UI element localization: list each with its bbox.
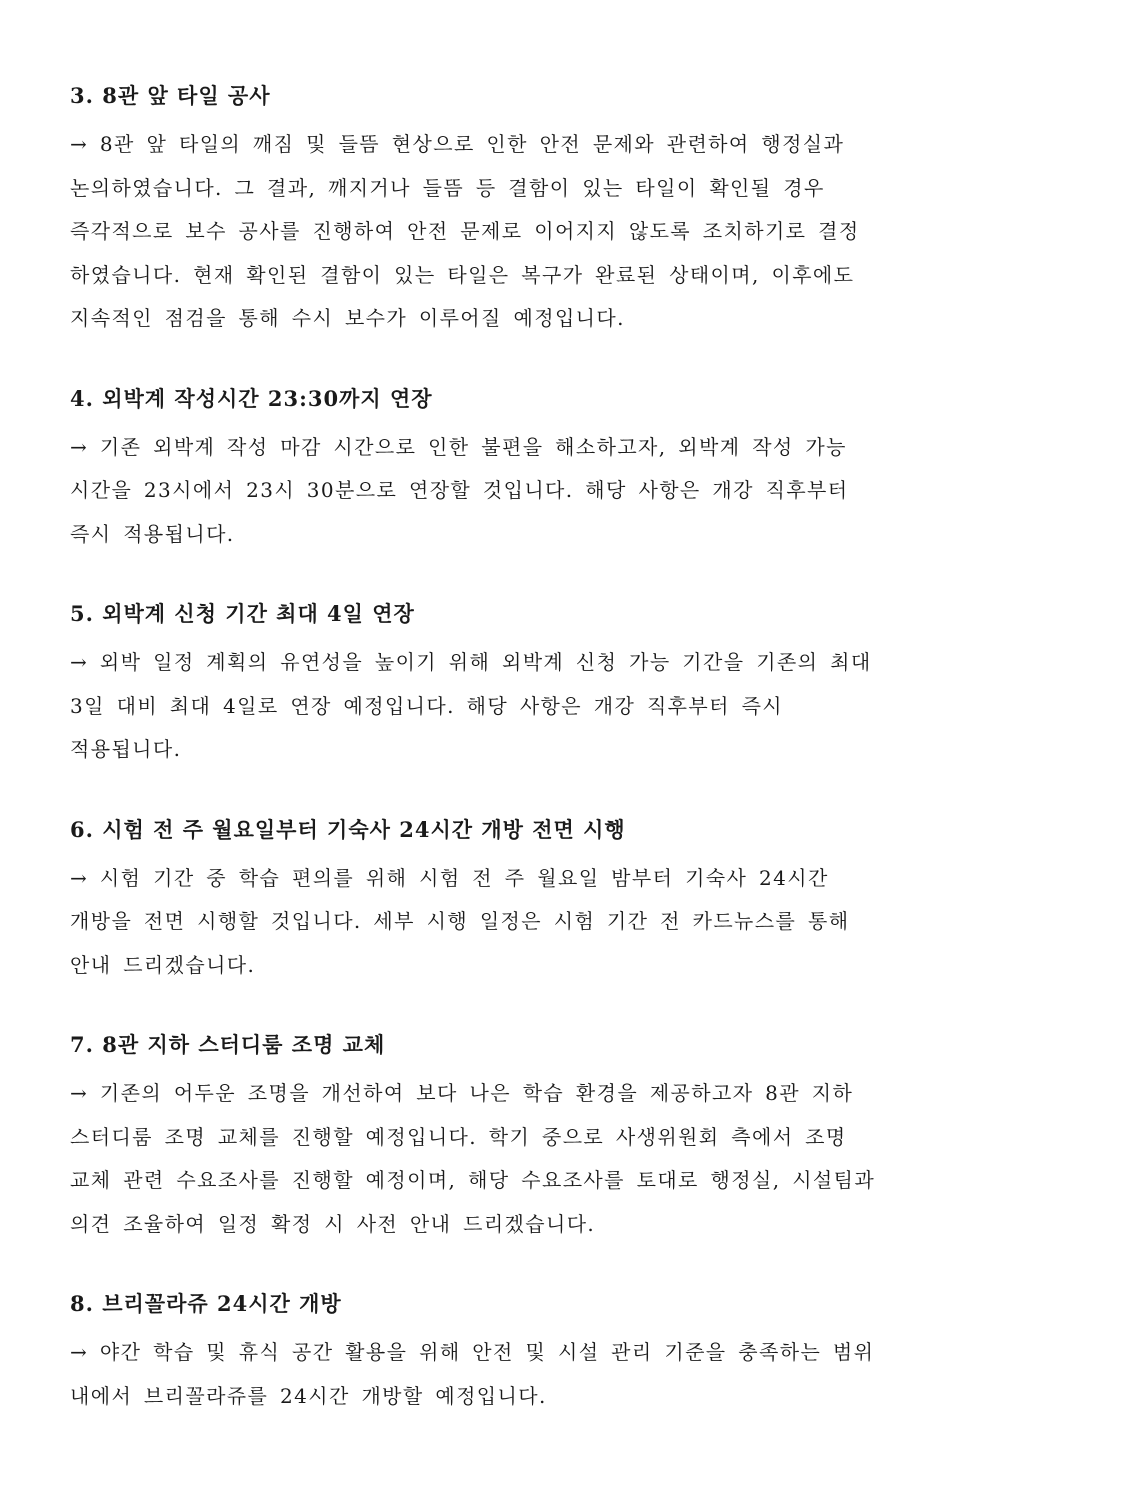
section-6 (70, 814, 1030, 988)
section-7 (70, 1029, 1030, 1246)
section-text-line: 시간을 23시에서 23시 30분으로 연장할 것입니다. 해당 사항은 개강 직후부터 (70, 478, 849, 502)
section-text-line: 내에서 브리꼴라쥬를 24시간 개방할 예정입니다. (70, 1383, 547, 1408)
section-text-line: 논의하였습니다. 그 결과, 깨지거나 들뜸 등 결함이 있는 타일이 확인될 경우 (70, 175, 825, 200)
section-3 (70, 80, 1030, 341)
section-8 (70, 1288, 1030, 1418)
section-text-line: → 야간 학습 및 휴식 공간 활용을 위해 안전 및 시설 관리 기준을 충족하는 범위 (70, 1340, 875, 1364)
section-text-line: 즉각적으로 보수 공사를 진행하여 안전 문제로 이어지지 않도록 조치하기로 결정 (70, 219, 860, 243)
section-text-line: 개방을 전면 시행할 것입니다. 세부 시행 일정은 시험 기간 전 카드뉴스를 통해 (70, 909, 850, 933)
section-heading: 6. 시험 전 주 월요일부터 기숙사 24시간 개방 전면 시행 (70, 816, 626, 842)
section-text-line: 의견 조율하여 일정 확정 시 사전 안내 드리겠습니다. (70, 1211, 596, 1236)
document-body (70, 80, 1030, 1460)
section-text-line: 하였습니다. 현재 확인된 결함이 있는 타일은 복구가 완료된 상태이며, 이후에도 (70, 262, 855, 287)
section-text-line: → 시험 기간 중 학습 편의를 위해 시험 전 주 월요일 밤부터 기숙사 24시간 (70, 865, 829, 890)
section-4 (70, 383, 1030, 557)
section-text-line: 안내 드리겠습니다. (70, 952, 256, 977)
section-5 (70, 598, 1030, 772)
section-text-line: → 외박 일정 계획의 유연성을 높이기 위해 외박계 신청 가능 기간을 기존의 최대 (70, 650, 872, 674)
section-text-line: 적용됩니다. (70, 737, 182, 761)
section-heading: 7. 8관 지하 스터디룸 조명 교체 (70, 1032, 386, 1057)
section-text-line: 지속적인 점검을 통해 수시 보수가 이루어질 예정입니다. (70, 306, 625, 330)
section-heading: 5. 외박계 신청 기간 최대 4일 연장 (70, 601, 415, 626)
section-heading: 3. 8관 앞 타일 공사 (70, 83, 271, 108)
section-text-line: 즉시 적용됩니다. (70, 521, 235, 546)
section-heading: 8. 브리꼴라쥬 24시간 개방 (70, 1291, 342, 1316)
section-text-line: → 8관 앞 타일의 깨짐 및 들뜸 현상으로 인한 안전 문제와 관련하여 행정실과 (70, 132, 845, 156)
section-heading: 4. 외박계 작성시간 23:30까지 연장 (70, 385, 433, 411)
section-text-line: → 기존 외박계 작성 마감 시간으로 인한 불편을 해소하고자, 외박계 작성 가능 (70, 434, 847, 459)
section-text-line: 교체 관련 수요조사를 진행할 예정이며, 해당 수요조사를 토대로 행정실, 시설팀과 (70, 1168, 876, 1192)
section-text-line: 3일 대비 최대 4일로 연장 예정입니다. 해당 사항은 개강 직후부터 즉시 (70, 693, 784, 718)
section-text-line: 스터디룸 조명 교체를 진행할 예정입니다. 학기 중으로 사생위원회 측에서 조명 (70, 1124, 847, 1149)
section-text-line: → 기존의 어두운 조명을 개선하여 보다 나은 학습 환경을 제공하고자 8관 지하 (70, 1081, 854, 1105)
